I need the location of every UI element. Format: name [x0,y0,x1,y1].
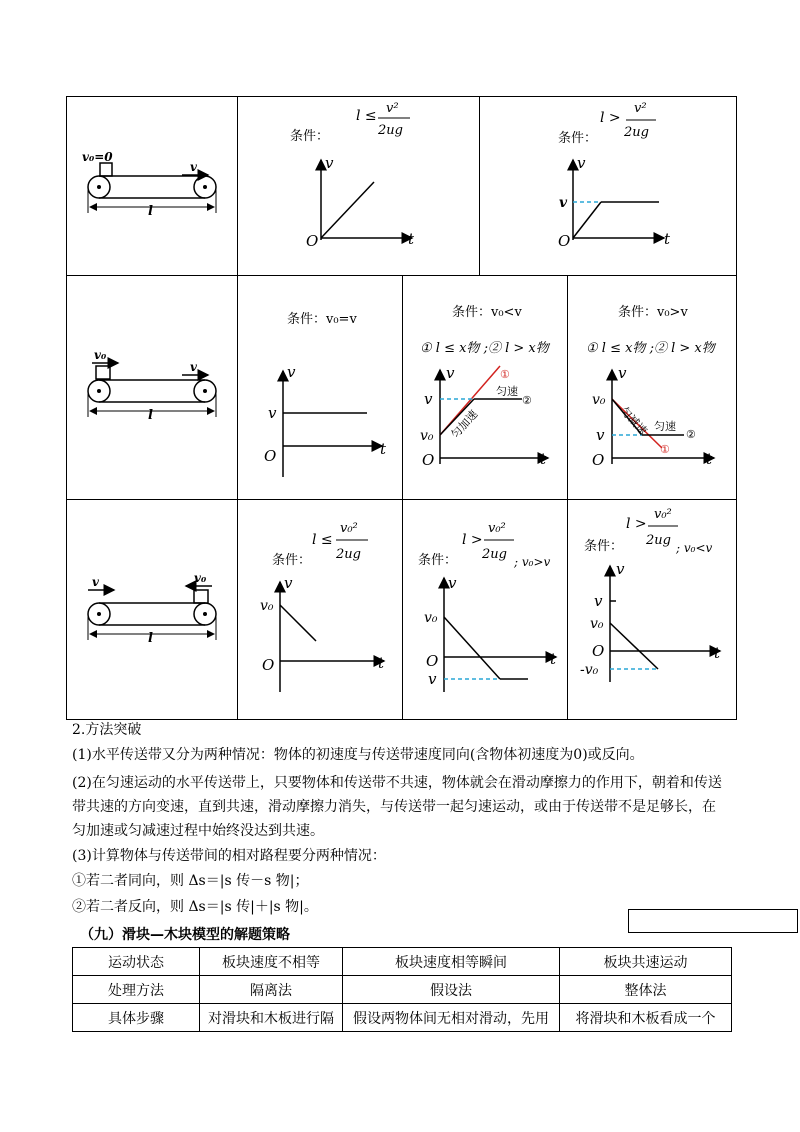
axis-v-label: v [448,574,457,592]
condition-suffix: ; v₀>v [514,555,551,569]
belt-diagram-row3 [78,570,228,650]
graph-row3-case-c [580,506,736,696]
graph-row2-case-c [574,298,734,478]
condition-prefix: 条件： [290,129,330,144]
v-label: v [92,575,99,589]
condition-lhs: l ≤ [312,532,333,548]
origin-label: O [422,451,435,469]
table-header-cell: 运动状态 [73,948,200,976]
condition-text: 条件：v₀<v [452,305,522,320]
v-label: v [190,160,197,174]
axis-t-label: t [664,230,671,248]
condition-prefix: 条件： [558,131,598,146]
accel-label: 匀加速 [448,407,481,442]
origin-label: O [592,642,605,660]
v0-label: v₀ [94,348,107,362]
marker-2: ② [686,428,696,441]
neg-v0-mark: -v₀ [580,662,599,678]
table-header-cell: 板块速度不相等 [200,948,343,976]
v0-mark: v₀ [424,610,438,626]
graph-row1-case-a [290,98,430,258]
method-p2-line3: 匀加速或匀减速过程中始终没达到共速。 [72,823,324,839]
blank-box [628,909,798,933]
table-row [73,976,732,1004]
v0-mark: v₀ [420,428,434,444]
condition-lhs: l > [462,532,483,548]
axis-t-label: t [408,230,415,248]
method-p2-line2: 带共速的方向变速，直到共速，滑动摩擦力消失，与传送带一起匀速运动，或由于传送带不是足够长，在 [72,799,716,815]
table-header-cell: 板块共速运动 [560,948,732,976]
v-mark: v [424,390,433,408]
v-mark: v [596,426,605,444]
v0-mark: v₀ [592,392,606,408]
condition-lhs: l > [626,516,647,532]
section-heading: （九）滑块—木块模型的解题策略 [80,927,290,943]
decel-label: 匀减速 [617,404,650,438]
condition-numerator: v² [386,101,399,116]
table-cell: 具体步骤 [73,1004,200,1032]
condition-denominator: 2ug [482,547,507,562]
graph-row3-case-b [414,514,574,704]
v-mark: v [268,404,277,422]
v-mark: v [594,592,603,610]
condition-denominator: 2ug [646,533,671,548]
condition-prefix: 条件： [584,539,624,554]
axis-v-label: v [284,574,293,592]
method-title: 2.方法突破 [72,722,142,738]
condition-sub: ① l ≤ x物 ;② l > x物 [586,341,715,356]
origin-label: O [558,232,571,250]
axis-t-label: t [714,644,721,662]
marker-2: ② [522,394,532,407]
length-label: l [148,631,153,646]
condition-prefix: 条件： [272,553,312,568]
table-row [73,948,732,976]
graph-row2-case-b [406,298,566,478]
length-label: l [148,408,153,423]
origin-label: O [262,656,275,674]
condition-text: 条件：v₀>v [618,305,688,320]
table-cell: 将滑块和木板看成一个 [560,1004,732,1032]
method-p3: (3)计算物体与传送带间的相对路程要分两种情况： [72,848,386,864]
marker-1: ① [500,368,510,381]
condition-numerator: v₀² [340,521,358,536]
method-p5: ②若二者反向，则 Δs＝|s 传|＋|s 物|。 [72,899,318,915]
belt-diagram-row1 [78,145,228,220]
v0-mark: v₀ [260,598,274,614]
condition-denominator: 2ug [378,123,403,138]
method-p2-line1: (2)在匀速运动的水平传送带上，只要物体和传送带不共速，物体就会在滑动摩擦力的作用下，朝着和传送 [72,775,722,791]
condition-numerator: v₀² [654,507,672,522]
v-mark: v [559,195,568,211]
v0-mark: v₀ [590,616,604,632]
marker-1: ① [660,443,670,456]
v0-label: v₀ [194,571,207,585]
table-cell: 处理方法 [73,976,200,1004]
table-cell: 假设法 [343,976,560,1004]
condition-lhs: l ≤ [356,108,377,124]
axis-v-label: v [618,364,627,382]
condition-sub: ① l ≤ x物 ;② l > x物 [420,341,549,356]
uniform-label: 匀速 [496,385,518,398]
axis-t-label: t [550,650,557,668]
axis-v-label: v [325,154,334,172]
condition-prefix: 条件： [418,553,458,568]
origin-label: O [264,447,277,465]
table-row [73,1004,732,1032]
v0-label: v₀=0 [82,150,113,164]
v-label: v [190,360,197,374]
condition-numerator: v² [634,101,647,116]
axis-t-label: t [540,450,547,468]
graph-row2-case-a [250,305,400,485]
condition-denominator: 2ug [624,125,649,140]
origin-label: O [306,232,319,250]
condition-text: 条件：v₀=v [287,312,357,327]
axis-v-label: v [287,363,296,381]
uniform-label: 匀速 [654,420,676,433]
condition-suffix: ; v₀<v [676,541,713,555]
table-cell: 假设两物体间无相对滑动，先用 [343,1004,560,1032]
condition-denominator: 2ug [336,547,361,562]
method-p4: ①若二者同向，则 Δs＝|s 传－s 物|； [72,873,309,889]
graph-row3-case-a [244,514,404,704]
length-label: l [148,204,153,219]
method-p1: (1)水平传送带又分为两种情况：物体的初速度与传送带速度同向(含物体初速度为0)或反向。 [72,747,644,763]
table-header-cell: 板块速度相等瞬间 [343,948,560,976]
origin-label: O [592,451,605,469]
belt-diagram-row2 [78,345,228,425]
graph-row1-case-b [556,98,686,258]
axis-v-label: v [616,560,625,578]
table-cell: 整体法 [560,976,732,1004]
axis-t-label: t [378,654,385,672]
origin-label: O [426,652,439,670]
v-mark: v [428,670,437,688]
axis-v-label: v [446,364,455,382]
condition-numerator: v₀² [488,521,506,536]
axis-t-label: t [706,450,713,468]
table-cell: 对滑块和木板进行隔 [200,1004,343,1032]
table-cell: 隔离法 [200,976,343,1004]
strategy-table [72,947,732,1032]
condition-lhs: l > [600,110,621,126]
axis-v-label: v [577,154,586,172]
axis-t-label: t [380,440,387,458]
